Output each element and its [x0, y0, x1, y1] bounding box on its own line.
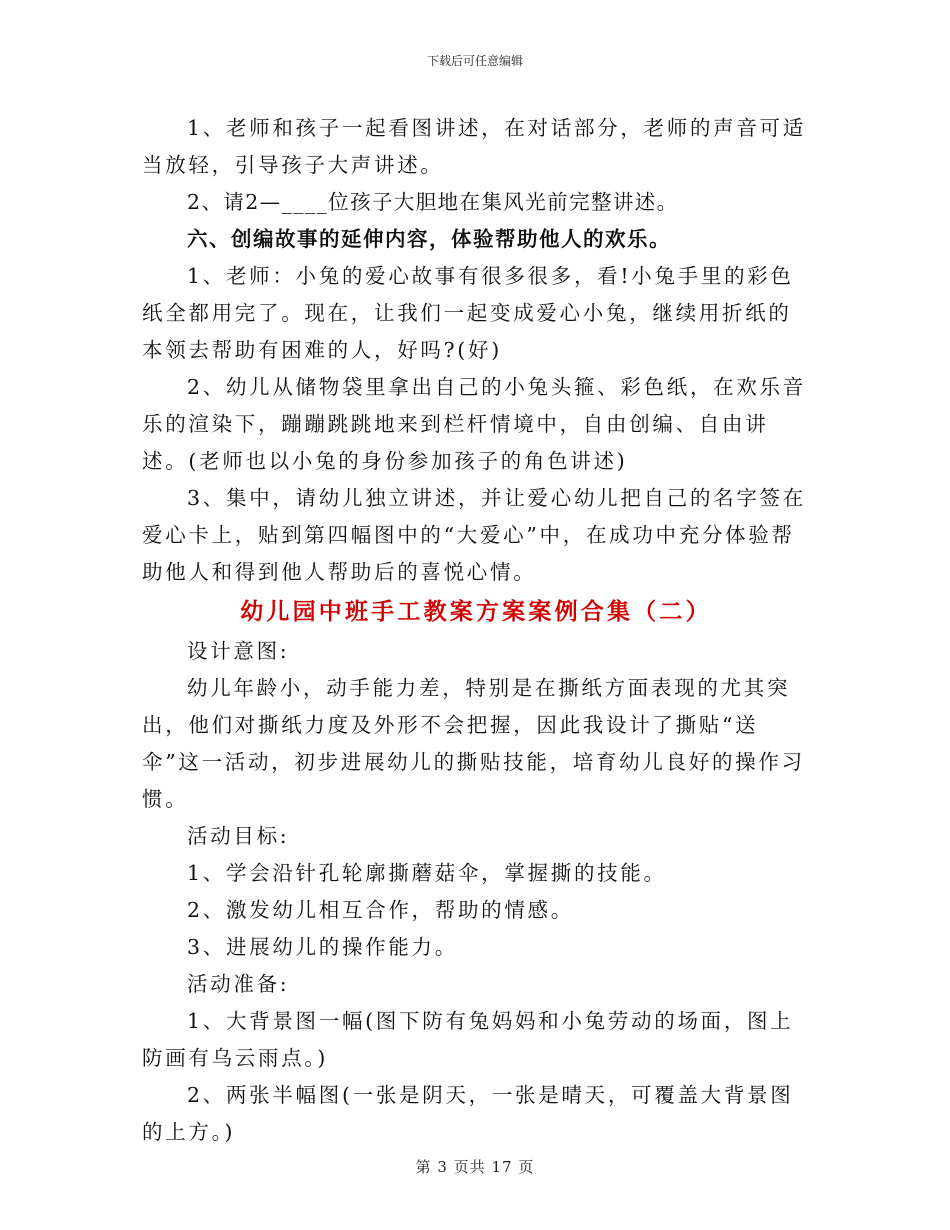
paragraph-goals-label: 活动目标: [187, 824, 290, 848]
paragraph-preparation-1: 1、大背景图一幅(图下防有兔妈妈和小兔劳动的场面，图上防画有乌云雨点。) [142, 1009, 794, 1070]
paragraph-children-create: 2、幼儿从储物袋里拿出自己的小兔头箍、彩色纸，在欢乐音乐的渲染下，蹦蹦跳跳地来到栏杆情境中，自由创编、自由讲述。(老师也以小兔的身份参加孩子的角色讲述) [142, 375, 806, 473]
paragraph-goal-1: 1、学会沿针孔轮廓撕蘑菇伞，掌握撕的技能。 [187, 861, 667, 885]
paragraph-children-retell: 2、请2—____位孩子大胆地在集风光前完整讲述。 [187, 190, 679, 214]
paragraph-preparation-label: 活动准备: [187, 972, 290, 996]
paragraph-love-card: 3、集中，请幼儿独立讲述，并让爱心幼儿把自己的名字签在爱心卡上，贴到第四幅图中的“大爱心”中，在成功中充分体验帮助他人和得到他人帮助后的喜悦心情。 [142, 486, 806, 584]
page-footer: 第 3 页共 17 页 [415, 1158, 535, 1176]
paragraph-teacher-love-story: 1、老师：小兔的爱心故事有很多很多，看!小兔手里的彩色纸全都用完了。现在，让我们一起变成爱心小兔，继续用折纸的本领去帮助有困难的人，好吗?(好) [142, 264, 794, 362]
paragraph-design-intent-label: 设计意图: [187, 639, 290, 663]
document-title: 幼儿园中班手工教案方案案例合集（二） [240, 598, 712, 625]
paragraph-tell-story: 1、老师和孩子一起看图讲述，在对话部分，老师的声音可适当放轻，引导孩子大声讲述。 [142, 116, 806, 177]
paragraph-design-intent: 幼儿年龄小，动手能力差，特别是在撕纸方面表现的尤其突出，他们对撕纸力度及外形不会把握，因此我设计了撕贴“送伞”这一活动，初步进展幼儿的撕贴技能，培育幼儿良好的操作习惯。 [142, 676, 805, 811]
paragraph-preparation-2: 2、两张半幅图(一张是阴天，一张是晴天，可覆盖大背景图的上方。) [142, 1083, 794, 1144]
page-header: 下载后可任意编辑 [426, 54, 523, 68]
paragraph-goal-2: 2、激发幼儿相互合作，帮助的情感。 [187, 898, 574, 922]
section-heading-six: 六、创编故事的延伸内容，体验帮助他人的欢乐。 [187, 227, 671, 251]
paragraph-goal-3: 3、进展幼儿的操作能力。 [187, 935, 458, 959]
document-body [142, 110, 810, 1151]
